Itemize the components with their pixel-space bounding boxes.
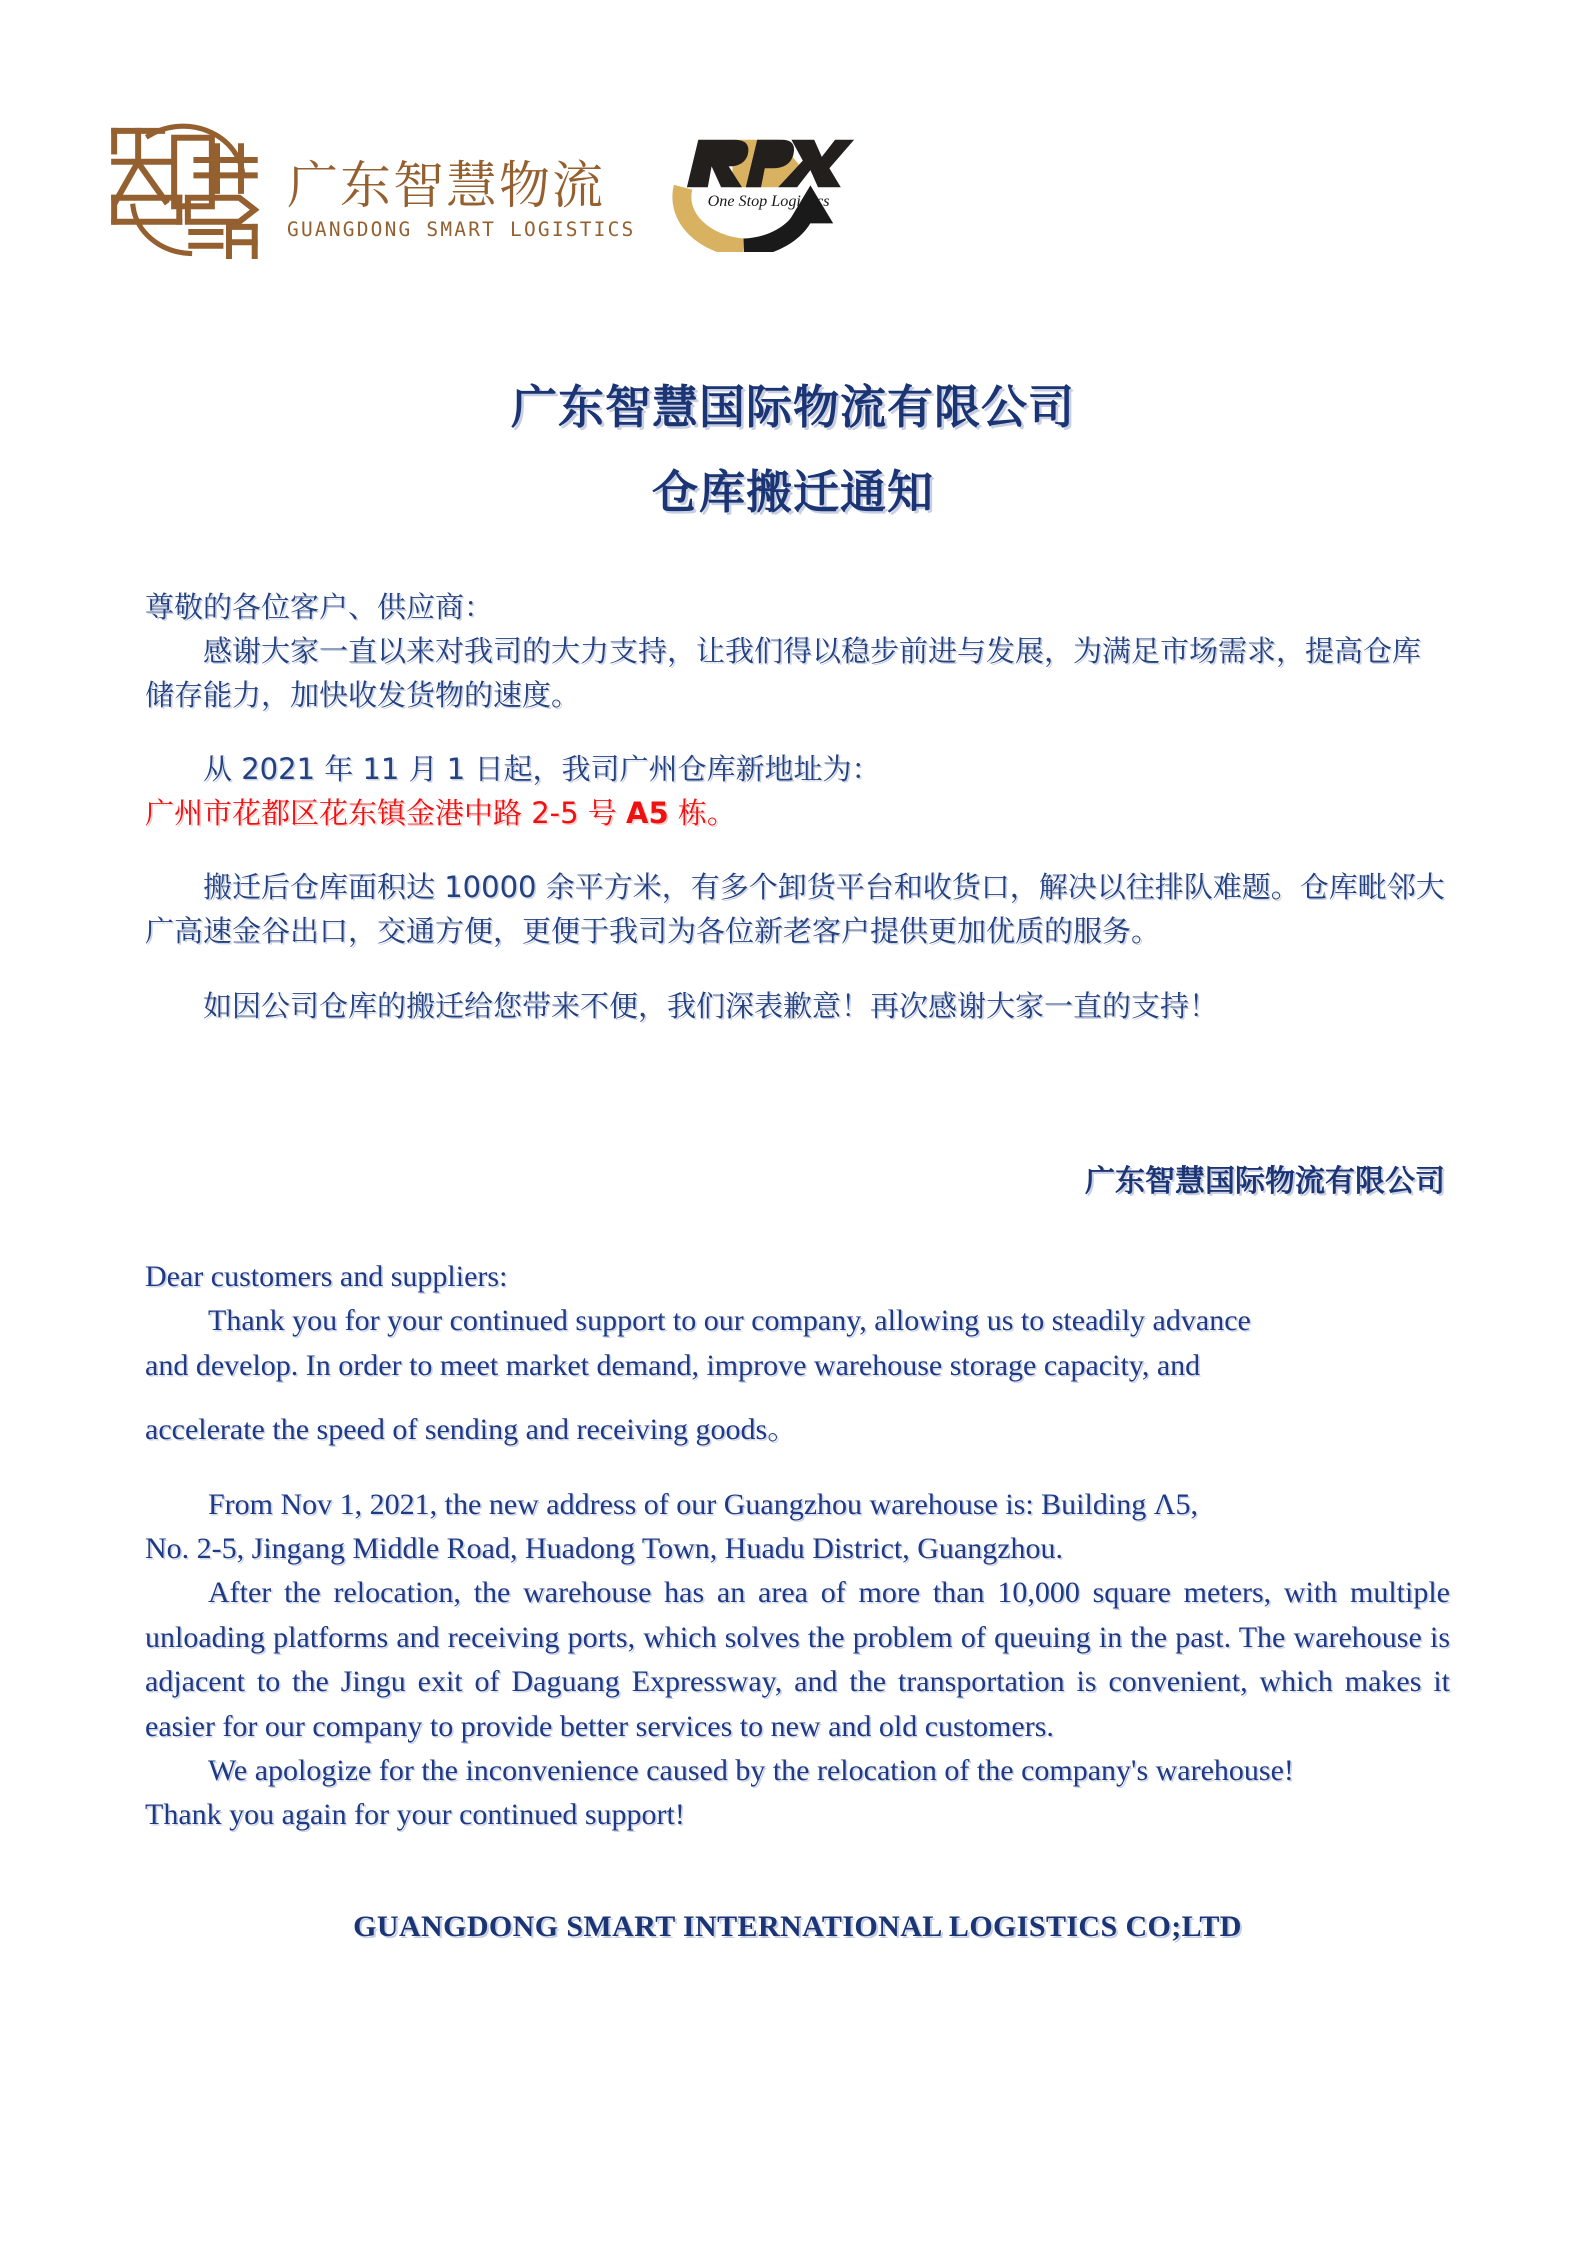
en-paragraph-4-line-1: We apologize for the inconvenience caused by the relocation of the company's warehouse! — [208, 1753, 1294, 1787]
en-paragraph-1-line-2: and develop. In order to meet market demand, improve warehouse storage capacity, and — [145, 1348, 1201, 1382]
cn-address-building: A5 — [626, 796, 669, 831]
english-body — [145, 1255, 1450, 1838]
brand-name-cn: 广东智慧物流 — [287, 157, 606, 216]
en-paragraph-1-line-3: accelerate the speed of sending and receiving goods。 — [145, 1413, 798, 1447]
rpx-tagline-text: One Stop Logistics — [707, 193, 830, 211]
cn-paragraph-2-lead: 从 2021 年 11 月 1 日起，我司广州仓库新地址为： — [203, 752, 881, 787]
brand-name-en: GUANGDONG SMART LOGISTICS — [287, 218, 636, 241]
brand-wordmark — [287, 157, 636, 241]
en-paragraph-2-line-2: No. 2-5, Jingang Middle Road, Huadong Town, Huadu District, Guangzhou. — [145, 1531, 1064, 1565]
chinese-body — [145, 585, 1445, 1028]
chinese-signature: 广东智慧国际物流有限公司 — [1085, 1164, 1445, 1199]
cn-new-address — [145, 791, 1445, 835]
en-salutation: Dear customers and suppliers: — [145, 1260, 508, 1293]
cn-paragraph-4: 如因公司仓库的搬迁给您带来不便，我们深表歉意！再次感谢大家一直的支持！ — [203, 988, 1219, 1023]
en-paragraph-3: After the relocation, the warehouse has an area of more than 10,000 square meters, with multiple unloading platforms and receiving ports, which solves the problem of queuing in the past. The warehouse is adjacent to the Jingu exit of Daguang Expressway, and the transportation is convenient, which makes it easier for our company to provide better services to new and old customers. — [145, 1576, 1450, 1743]
cn-salutation: 尊敬的各位客户、供应商： — [145, 590, 494, 624]
cn-paragraph-1: 感谢大家一直以来对我司的大力支持，让我们得以稳步前进与发展，为满足市场需求，提高仓库储存能力，加快收发货物的速度。 — [145, 634, 1422, 713]
title-block — [0, 372, 1586, 529]
cn-address-suffix: 栋。 — [668, 796, 736, 831]
en-paragraph-4-line-2: Thank you again for your continued support! — [145, 1798, 685, 1832]
cn-paragraph-3: 搬迁后仓库面积达 10000 余平方米，有多个卸货平台和收货口，解决以往排队难题。仓库毗邻大广高速金谷出口，交通方便，更便于我司为各位新老客户提供更加优质的服务。 — [145, 870, 1445, 949]
header-logo-bar — [95, 112, 856, 262]
en-paragraph-1-line-1: Thank you for your continued support to our company, allowing us to steadily advance — [208, 1304, 1251, 1338]
cn-address-prefix: 广州市花都区花东镇金港中路 2-5 号 — [145, 796, 627, 831]
en-paragraph-2-line-1: From Nov 1, 2021, the new address of our Guangzhou warehouse is: Building Λ5, — [208, 1487, 1198, 1521]
english-signature: GUANGDONG SMART INTERNATIONAL LOGISTICS CO;LTD — [353, 1910, 1242, 1943]
zhihui-monogram-emblem — [95, 112, 267, 262]
rpx-partner-logo — [666, 132, 856, 252]
notice-title: 仓库搬迁通知 — [652, 465, 934, 520]
company-title: 广东智慧国际物流有限公司 — [511, 380, 1075, 434]
